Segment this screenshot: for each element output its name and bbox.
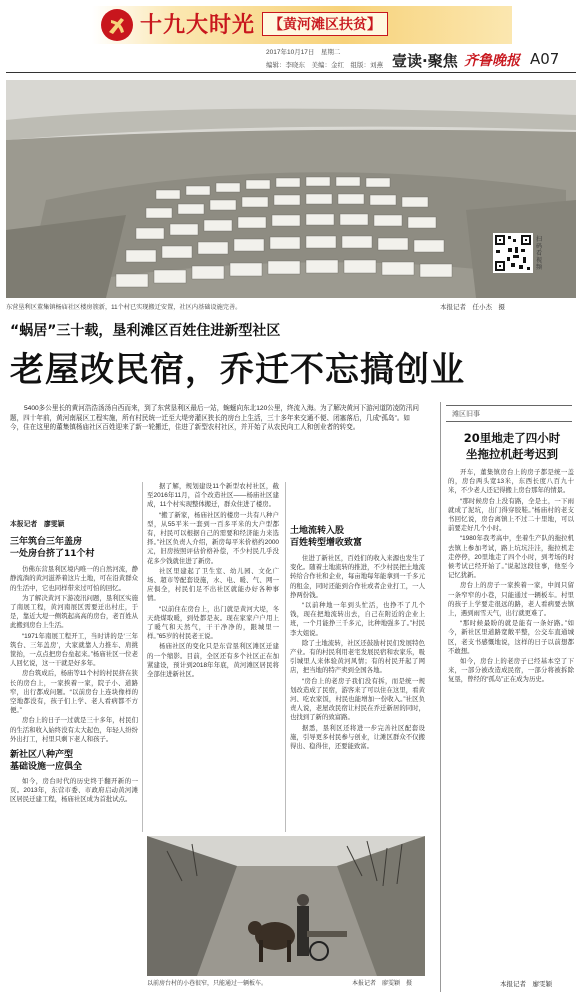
paragraph: “1980年我考高中，坐着生产队的拖拉机去镇上参加考试，路上坑坑洼洼，拖拉机走走停停，20里地走了四个小时，到考场的时候考试已经开始了。”说起这段往事，他至今记忆犹新。: [448, 535, 574, 580]
article-headline: 老屋改民宿，乔迁不忘搞创业: [10, 350, 465, 390]
paragraph: 开车，董集镇房台上的房子都是统一盖的，房台两头宽13米，东西长度八百九十米，不少老人还记得搬上房台那年的情景。: [448, 469, 574, 495]
col1-tail: 如今，房台时代的历史终于翻开新的一页。2013年，东营市委、市政府启动黄河滩区居民迁建工程，杨庙社区成为首批试点。: [10, 778, 138, 804]
paragraph: “那时候最盼的就是能有一条好路。”如今，新社区里道路宽敞平整，公交车直通城区，老支书感慨地说，这样的日子以前想都不敢想。: [448, 620, 574, 655]
sidebar-paragraphs: [448, 468, 574, 685]
paragraph: 住进了新社区，百姓们的收入来源也发生了变化。随着土地流转的推进，不少村民把土地流转给合作社和企业，每亩地每年能拿到一千多元的租金，同时还能到合作社或者企业打工，一人挣两份钱。: [290, 555, 425, 599]
paragraph: 杨庙社区的变化只是东营垦利区滩区迁建的一个缩影。目前，全区还有多个社区正在加紧建设，预计到2018年年底，黄河滩区居民将全部住进新社区。: [147, 643, 279, 679]
photo-caption: 东营垦利区董集镇杨庙社区楼房簇新，11个村已实现搬迁安置，社区内基础设施完善。: [6, 304, 242, 311]
page-title: 十九大时光: [140, 13, 256, 38]
sidebar-tag: 滩区旧事: [452, 411, 480, 418]
col3-paragraphs: [290, 554, 425, 751]
paragraph: 据了解，规划建设11个新型农村社区，截至2016年11月，首个改造社区——杨庙社区建成，11个村实现整体搬迁，群众住进了楼房。: [147, 483, 279, 509]
paragraph: 仿佛东营垦利区境内唯一的自然河流，静静流淌的黄河滋养着这片土地，可在沿黄群众的生活中，它也同样带来过可怕的回忆。: [10, 566, 138, 592]
date-line: 2017年10月17日 星期二: [266, 49, 341, 56]
aerial-village-image: [6, 80, 576, 298]
article-column-2: [147, 482, 279, 680]
photo2-caption: 以前房台村的小巷很窄，只能通过一辆板车。: [147, 981, 268, 987]
qr-code-icon[interactable]: [493, 233, 533, 273]
subhead-3: 土地流转入股 百姓转型增收致富: [290, 526, 363, 548]
narrow-alley-image: [147, 836, 425, 976]
col2-paragraphs: [147, 482, 279, 679]
paragraph: 房台上的房子一家挨着一家，中间只留一条窄窄的小巷，只能通过一辆板车。村里的孩子上学要走很远的路，老人看病要去镇上，遇到雨雪天气，出行就更难了。: [448, 582, 574, 618]
article-column-3: [290, 482, 425, 752]
paragraph: “以前住在房台上，出门就是黄河大堤，冬天烧煤取暖，到处都是灰。现在家家户户用上了暖气和天然气，干干净净的，跟城里一样。”65岁的村民老王说。: [147, 605, 279, 641]
sidebar-title: 20里地走了四小时 坐拖拉机赶考迟到: [463, 431, 561, 461]
paragraph: “1971年南展工程开工，当时讲的是‘三年筑台、三年盖房’，大家就靠人力推车、肩挑筐抬，一点点把房台垒起来。”杨庙社区一位老人回忆说，这一干就是好多年。: [10, 632, 138, 668]
paragraph: 为了解决黄河下游凌汛问题，垦利区实施了南展工程，黄河南展区需要迁出村庄，于是，靠近大堤一侧筑起高高的房台，老百姓从此搬到房台上生活。: [10, 594, 138, 630]
photo2-credit: 本报记者 廖雯颖 摄: [352, 981, 413, 987]
subhead-2: 新社区八种产型 基础设施一应俱全: [10, 750, 83, 772]
paragraph: 房台筑成后，杨庙等11个村的村民挤在狭长的房台上，一家挨着一家，院子小、道路窄，出行都成问题。“以前房台上连块像样的空地都没有，孩子们上学、老人看病都不方便。”: [10, 670, 138, 715]
qr-label: 扫码看视频: [536, 236, 543, 271]
column-divider: [142, 482, 143, 832]
paragraph: “那时候房台上没有路，全是土，一下雨就成了泥坑，出门得穿胶鞋。”杨庙村的老支书回忆说，房台离镇上不过二十里地，可以前要走好几个小时。: [448, 497, 574, 533]
alley-photo: [147, 836, 425, 976]
header-divider: [6, 72, 576, 73]
party-emblem-icon: [100, 8, 134, 42]
col1-paragraphs: [10, 565, 138, 744]
column-divider: [285, 482, 286, 832]
paragraph: “房台上的老房子我们没有拆，而是统一规划改造成了民宿，游客来了可以住在这里，看黄河、吃农家饭，村民也能增加一份收入。”社区负责人说，老屋改民宿让村民在乔迁新居的同时，也找到了新的致富路。: [290, 677, 425, 722]
subhead-1: 三年筑台三年盖房 一处房台挤了11个村: [10, 537, 95, 559]
column-tag: 【黄河滩区扶贫】: [262, 12, 388, 36]
paragraph: 房台上的日子一过就是三十多年，村民们的生活和收入始终没有太大起色，年轻人纷纷外出打工，村里只剩下老人和孩子。: [10, 717, 138, 743]
paragraph: 除了土地流转，社区还鼓励村民们发展特色产业。有的村民利用老宅发展民宿和农家乐，吸引城里人来体验黄河风情；有的村民开起了网店，把当地的特产卖到全国各地。: [290, 639, 425, 675]
article-column-1: [10, 520, 138, 805]
paragraph: 社区里建起了卫生室、幼儿园、文化广场、超市等配套设施，水、电、暖、气、网一应俱全，村民们足不出社区就能办好各种事情。: [147, 567, 279, 603]
page-number: A07: [530, 50, 560, 68]
paragraph: “以前种地一年到头忙活，也挣不了几个钱，现在把地流转出去，自己在附近的企业上班，一个月能挣三千多元，比种地强多了。”村民李大姐说。: [290, 602, 425, 637]
paragraph: 据悉，垦利区还将进一步完善社区配套设施，引导更多村民参与创业，让滩区群众不仅搬得出、稳得住，还要能致富。: [290, 724, 425, 751]
sidebar-byline: 本报记者 廖雯颖: [500, 981, 552, 988]
main-photo: [6, 80, 576, 298]
photo-credit: 本报记者 任小杰 摄: [440, 304, 505, 311]
sidebar-body: [448, 468, 574, 686]
editor-line: 编辑：李晓东 美编：金红 组版：刘燕: [266, 62, 383, 69]
paragraph: “搬了新家，杨庙社区的楼房一共有八种户型，从55平米一套到一百多平米的大户型都有，村民可以根据自己的需要和经济能力来选择。”社区负责人介绍，新房每平米价格约2000元，旧房按照评估价格补偿，不少村民几乎没花多少钱就住进了新房。: [147, 511, 279, 565]
section-label: 壹读·聚焦: [392, 52, 458, 70]
article-lead: 5400多公里长的黄河浩浩汤汤自西而来，到了东营垦利区最后一站，蜿蜒向东北120公里，终流入海。为了解决黄河下游河道防凌防汛问题，四十年前，黄河南展区工程实施，所有村民统一迁至大堤旁灌区狭长的房台上生活，三十多年来交通不便、闭塞落后，几成“孤岛”。如今，住在这里的董集镇杨庙社区百姓迎来了新一轮搬迁，住进了新型农村社区，并开始了从农民向工人和创业者的转变。: [10, 405, 419, 431]
paragraph: 如今，房台上的老房子已经基本空了下来，一部分被改造成民宿，一部分将被拆除复垦，曾经的“孤岛”正在成为历史。: [448, 658, 574, 684]
article-kicker: “蜗居”三十载，垦利滩区百姓住进新型社区: [10, 323, 281, 339]
article-byline: 本报记者 廖雯颖: [10, 521, 65, 528]
sidebar-divider: [440, 402, 441, 992]
newspaper-logo: 齐鲁晚报: [464, 53, 520, 69]
